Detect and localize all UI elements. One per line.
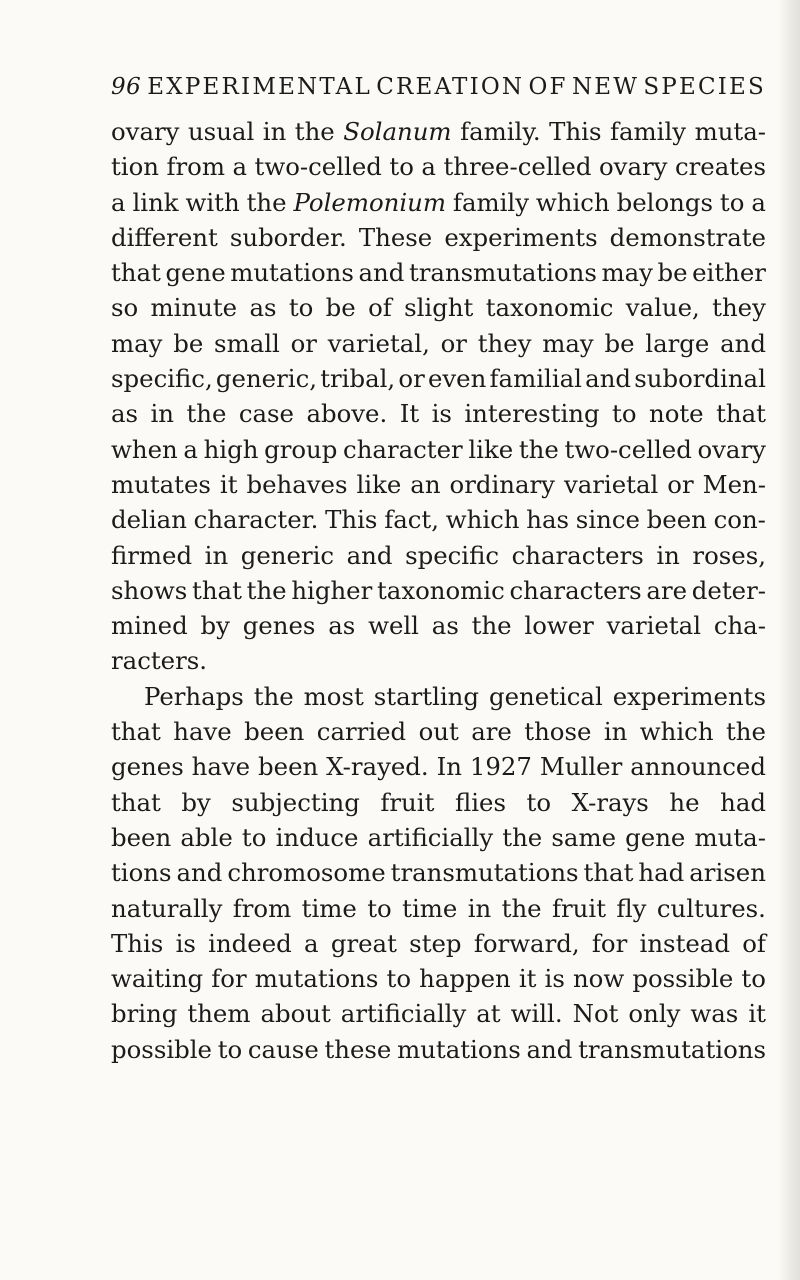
text-line — [111, 608, 766, 643]
word: they — [712, 293, 766, 323]
word: the — [246, 575, 287, 605]
word: in — [467, 893, 492, 923]
word: to — [612, 399, 637, 429]
word: Not — [572, 999, 619, 1029]
text-line — [111, 749, 766, 784]
word: chromosome — [227, 858, 386, 888]
word: and — [346, 540, 393, 570]
word: be — [325, 293, 356, 323]
word: creates — [674, 152, 766, 182]
word: and — [526, 1034, 573, 1064]
book-page — [111, 72, 766, 1067]
word: a — [111, 187, 126, 217]
word: the — [501, 893, 542, 923]
running-title-word: SPECIES — [643, 74, 766, 100]
word: ovary — [697, 434, 766, 464]
word: In — [436, 752, 462, 782]
text-line — [111, 290, 766, 325]
word: been — [111, 822, 172, 852]
word: experiments — [612, 681, 766, 711]
word: time — [402, 893, 458, 923]
word: well — [368, 611, 419, 641]
word: It — [399, 399, 420, 429]
word: higher — [291, 575, 373, 605]
word: family. — [460, 117, 541, 146]
word: artificially — [340, 999, 467, 1029]
word: slight — [404, 293, 474, 323]
word: announced — [630, 752, 766, 782]
word: may — [111, 328, 163, 358]
word: character. — [193, 505, 319, 535]
word: mutations — [230, 258, 354, 288]
word: a — [751, 187, 766, 217]
word: possible — [632, 964, 734, 994]
word: that — [192, 575, 242, 605]
word: and — [585, 364, 632, 394]
word: possible — [111, 1034, 212, 1064]
word: tion — [111, 152, 159, 182]
text-line — [111, 361, 766, 396]
word: that — [111, 787, 161, 817]
word: two-celled — [254, 152, 382, 182]
word: in — [204, 540, 229, 570]
text-line — [111, 679, 766, 714]
text-line — [111, 1032, 766, 1067]
text-line — [111, 432, 766, 467]
word: subordinal — [634, 364, 766, 394]
word: to — [741, 964, 766, 994]
word: demonstrate — [609, 222, 766, 252]
word: These — [358, 222, 433, 252]
word: it — [518, 964, 537, 994]
word: deter- — [691, 575, 766, 605]
word: these — [324, 1034, 392, 1064]
word: time — [301, 893, 357, 923]
word: characters — [511, 540, 644, 570]
word: Perhaps — [144, 681, 244, 711]
page-edge-shadow — [778, 0, 800, 1280]
word: cultures. — [656, 893, 766, 923]
text-line — [111, 326, 766, 361]
word: familial — [489, 364, 582, 394]
word: note — [648, 399, 704, 429]
word: value, — [625, 293, 700, 323]
word: the — [502, 822, 543, 852]
word: taxonomic — [377, 575, 505, 605]
running-title-word: OF — [528, 74, 568, 100]
word: indeed — [208, 928, 292, 958]
word: able — [180, 822, 233, 852]
word: varietal, — [327, 328, 430, 358]
word: been — [244, 717, 305, 747]
word: the — [253, 681, 294, 711]
word: which — [445, 505, 520, 535]
word: and — [358, 258, 405, 288]
text-line — [111, 855, 766, 890]
word: Men- — [702, 469, 766, 499]
word: that — [583, 858, 634, 888]
word: is — [544, 964, 565, 994]
word: family — [609, 117, 687, 146]
word: in — [150, 399, 175, 429]
word: interesting — [464, 399, 600, 429]
word: family — [452, 187, 529, 217]
word: case — [238, 399, 294, 429]
word: only — [628, 999, 681, 1029]
word: 1927 — [469, 752, 532, 782]
word: now — [572, 964, 625, 994]
word: a — [232, 152, 248, 182]
word: which — [639, 717, 714, 747]
word: fruit — [380, 787, 435, 817]
word: carried — [316, 717, 407, 747]
word: cause — [247, 1034, 319, 1064]
running-title — [147, 72, 766, 102]
word: lower — [524, 611, 594, 641]
word: in — [603, 717, 628, 747]
word: to — [217, 1034, 243, 1064]
word: usual — [187, 117, 255, 146]
word: them — [187, 999, 251, 1029]
text-line — [111, 785, 766, 820]
word: Muller — [539, 752, 623, 782]
word: tions — [111, 858, 172, 888]
word: to — [241, 822, 267, 852]
word: and — [176, 858, 223, 888]
word: that — [111, 258, 161, 288]
word: they — [477, 328, 532, 358]
text-line — [111, 149, 766, 184]
word: genes — [111, 752, 184, 782]
word: most — [303, 681, 364, 711]
word: varietal — [563, 469, 659, 499]
word: instead — [639, 928, 730, 958]
word: for — [591, 928, 628, 958]
word: of — [742, 928, 766, 958]
word: This — [111, 928, 164, 958]
word: induce — [275, 822, 359, 852]
word: been — [646, 505, 707, 535]
word: transmutations — [408, 258, 597, 288]
word: be — [604, 328, 635, 358]
text-line — [111, 643, 766, 678]
word: a — [421, 152, 436, 182]
word: shows — [111, 575, 188, 605]
word: are — [471, 717, 512, 747]
word: as — [111, 399, 139, 429]
word: it — [748, 999, 766, 1029]
word: may — [542, 328, 594, 358]
word: even — [427, 364, 487, 394]
word: to — [288, 293, 314, 323]
word: muta- — [694, 117, 766, 146]
word: small — [214, 328, 280, 358]
word: Solanum — [343, 117, 452, 146]
word: which — [535, 187, 610, 217]
text-line — [111, 573, 766, 608]
word: to — [367, 893, 392, 923]
word: forward, — [473, 928, 580, 958]
word: that — [111, 717, 161, 747]
word: in — [656, 540, 680, 570]
word: for — [211, 964, 247, 994]
word: muta- — [694, 822, 766, 852]
word: This — [549, 117, 602, 146]
word: be — [657, 258, 688, 288]
word: mined — [111, 611, 188, 641]
text-line — [111, 467, 766, 502]
text-line — [111, 891, 766, 926]
word: by — [200, 611, 230, 641]
word: naturally — [111, 893, 223, 923]
text-line — [111, 820, 766, 855]
word: fact, — [384, 505, 439, 535]
word: will. — [510, 999, 563, 1029]
word: to — [526, 787, 552, 817]
word: the — [246, 187, 287, 217]
word: transmutations — [578, 1034, 766, 1064]
running-title-word: CREATION — [376, 74, 525, 100]
word: have — [173, 717, 232, 747]
word: genetical — [488, 681, 603, 711]
word: roses, — [692, 540, 766, 570]
word: since — [575, 505, 640, 535]
word: Polemonium — [293, 187, 446, 217]
word: generic — [240, 540, 335, 570]
word: startling — [373, 681, 479, 711]
word: bring — [111, 999, 178, 1029]
word: like — [468, 434, 514, 464]
word: suborder. — [229, 222, 347, 252]
word: the — [471, 611, 512, 641]
word: gene — [165, 258, 226, 288]
word: cha- — [713, 611, 766, 641]
word: as — [431, 611, 459, 641]
text-line — [111, 714, 766, 749]
word: above. — [306, 399, 388, 429]
word: that — [716, 399, 766, 429]
word: had — [638, 858, 685, 888]
word: tribal, — [320, 364, 396, 394]
word: large — [645, 328, 710, 358]
text-line — [111, 220, 766, 255]
word: mutations — [254, 964, 379, 994]
word: an — [410, 469, 441, 499]
word: gene — [625, 822, 686, 852]
word: or — [398, 364, 425, 394]
word: is — [431, 399, 452, 429]
word: belongs — [616, 187, 713, 217]
text-line — [111, 502, 766, 537]
word: mutates — [111, 469, 211, 499]
word: are — [646, 575, 688, 605]
word: specific — [405, 540, 500, 570]
word: with — [185, 187, 240, 217]
word: or — [667, 469, 694, 499]
word: character — [343, 434, 463, 464]
word: in — [262, 117, 287, 146]
text-line — [111, 996, 766, 1031]
word: has — [526, 505, 570, 535]
word: minute — [150, 293, 238, 323]
text-line — [111, 538, 766, 573]
word: experiments — [444, 222, 598, 252]
text-line — [111, 961, 766, 996]
word: different — [111, 222, 218, 252]
word: the — [518, 434, 559, 464]
word: two-celled — [564, 434, 692, 464]
word: genes — [242, 611, 316, 641]
word: delian — [111, 505, 187, 535]
word: behaves — [246, 469, 348, 499]
word: from — [232, 893, 292, 923]
word: those — [524, 717, 592, 747]
word: at — [476, 999, 501, 1029]
word: had — [720, 787, 766, 817]
word: of — [368, 293, 392, 323]
word: is — [175, 928, 196, 958]
word: link — [132, 187, 179, 217]
running-title-word: EXPERIMENTAL — [147, 74, 372, 100]
word: fruit — [552, 893, 606, 923]
word: waiting — [111, 964, 204, 994]
word: ordinary — [449, 469, 555, 499]
word: been — [258, 752, 319, 782]
word: arisen — [689, 858, 766, 888]
word: so — [111, 293, 139, 323]
word: he — [669, 787, 700, 817]
word: it — [219, 469, 238, 499]
word: or — [440, 328, 467, 358]
word: specific, — [111, 364, 213, 394]
text-line — [111, 255, 766, 290]
word: flies — [454, 787, 506, 817]
word: a — [304, 928, 319, 958]
word: like — [356, 469, 402, 499]
word: and — [720, 328, 766, 358]
word: artificially — [367, 822, 494, 852]
word: to — [719, 187, 745, 217]
text-line — [111, 114, 766, 149]
word: ovary — [111, 117, 180, 146]
word: firmed — [111, 540, 193, 570]
word: about — [260, 999, 331, 1029]
word: happen — [419, 964, 511, 994]
word: high — [203, 434, 259, 464]
word: to — [389, 152, 414, 182]
word: step — [409, 928, 462, 958]
word: the — [294, 117, 335, 146]
word: characters — [509, 575, 642, 605]
word: or — [290, 328, 317, 358]
word: out — [418, 717, 459, 747]
word: X-rays — [571, 787, 649, 817]
word: great — [330, 928, 397, 958]
text-line — [111, 926, 766, 961]
word: subjecting — [231, 787, 360, 817]
word: from — [166, 152, 225, 182]
running-title-word: NEW — [571, 74, 640, 100]
word: varietal — [606, 611, 702, 641]
page-number: 96 — [111, 74, 142, 100]
word: three-celled — [443, 152, 592, 182]
word: as — [249, 293, 277, 323]
word: con- — [713, 505, 766, 535]
word: by — [181, 787, 211, 817]
word: may — [601, 258, 653, 288]
word: ovary — [598, 152, 668, 182]
word: racters. — [111, 646, 208, 676]
word: X-rayed. — [326, 752, 429, 782]
body-text — [111, 114, 766, 1067]
word: taxonomic — [485, 293, 614, 323]
word: to — [386, 964, 412, 994]
word: the — [725, 717, 766, 747]
word: either — [692, 258, 766, 288]
word: when — [111, 434, 178, 464]
text-line — [111, 396, 766, 431]
word: have — [191, 752, 251, 782]
word: be — [173, 328, 204, 358]
word: This — [325, 505, 378, 535]
word: same — [551, 822, 617, 852]
word: the — [186, 399, 227, 429]
word: mutations — [397, 1034, 521, 1064]
running-head — [111, 72, 766, 104]
word: as — [328, 611, 356, 641]
word: transmutations — [390, 858, 579, 888]
word: a — [183, 434, 198, 464]
word: group — [264, 434, 338, 464]
text-line — [111, 185, 766, 220]
word: was — [690, 999, 739, 1029]
word: fly — [616, 893, 647, 923]
word: generic, — [215, 364, 317, 394]
